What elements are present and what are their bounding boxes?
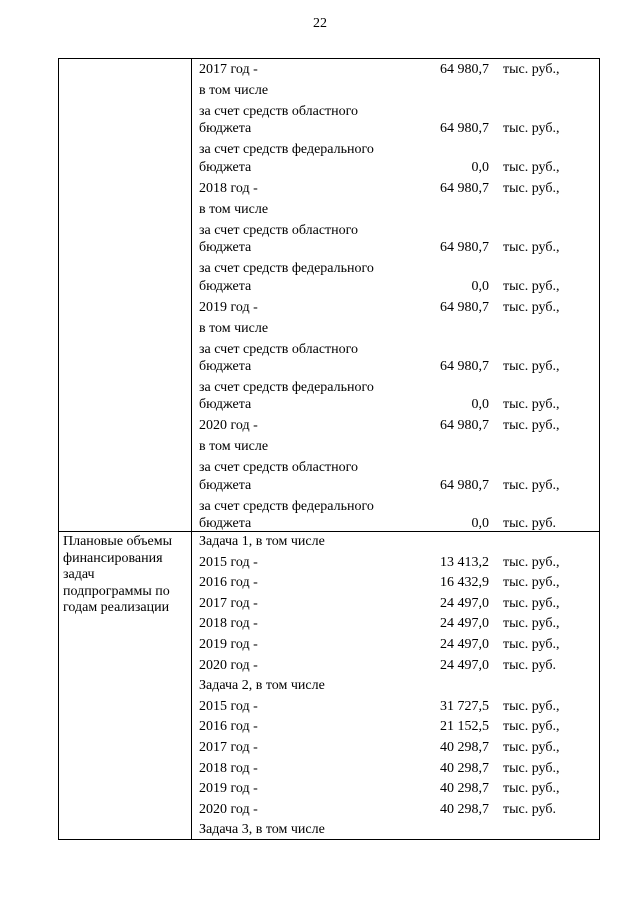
budget-line (199, 459, 597, 477)
budget-line (199, 554, 597, 572)
budget-line (199, 278, 597, 296)
column-divider (191, 59, 192, 839)
line-amount: 64 980,7 (440, 299, 489, 315)
budget-line (199, 396, 597, 414)
line-amount: 64 980,7 (440, 418, 489, 434)
line-amount: 64 980,7 (440, 359, 489, 374)
line-amount: 24 497,0 (440, 616, 489, 632)
line-amount: 40 298,7 (440, 760, 489, 776)
budget-line (199, 341, 597, 359)
budget-line (199, 718, 597, 736)
budget-line (199, 595, 597, 613)
budget-line (199, 574, 597, 592)
line-label: за счет средств федерального (199, 261, 374, 277)
budget-line (199, 417, 597, 435)
budget-line (199, 103, 597, 121)
budget-line (199, 222, 597, 240)
budget-line (199, 821, 597, 839)
line-amount: 40 298,7 (440, 781, 489, 797)
line-label: 2019 год - (199, 299, 258, 315)
line-label: 2020 год - (199, 418, 258, 434)
line-amount: 24 497,0 (440, 657, 489, 673)
line-unit: тыс. руб., (503, 299, 560, 315)
section-label-line: годам реализации (63, 600, 170, 615)
budget-line (199, 438, 597, 456)
line-amount: 24 497,0 (440, 595, 489, 611)
budget-line (199, 299, 597, 317)
budget-line (199, 180, 597, 198)
line-label: 2016 год - (199, 719, 258, 735)
line-unit: тыс. руб., (503, 159, 560, 175)
line-unit: тыс. руб., (503, 575, 560, 591)
line-label: бюджета (199, 477, 252, 493)
line-label: 2019 год - (199, 637, 258, 652)
line-unit: тыс. руб., (503, 278, 560, 294)
line-unit: тыс. руб., (503, 698, 560, 714)
line-amount: 64 980,7 (440, 121, 489, 137)
line-unit: тыс. руб. (503, 516, 556, 532)
budget-line (199, 498, 597, 516)
budget-line (199, 615, 597, 633)
line-unit: тыс. руб. (503, 801, 556, 817)
financing-table (58, 58, 600, 840)
line-unit: тыс. руб., (503, 397, 560, 413)
line-label: Задача 1, в том числе (199, 534, 325, 549)
line-label: 2018 год - (199, 616, 258, 632)
line-unit: тыс. руб., (503, 760, 560, 776)
line-amount: 40 298,7 (440, 801, 489, 817)
line-amount: 0,0 (471, 159, 489, 175)
line-label: бюджета (199, 240, 252, 256)
line-amount: 40 298,7 (440, 740, 489, 755)
line-label: бюджета (199, 278, 252, 294)
budget-line (199, 159, 597, 177)
budget-line (199, 260, 597, 278)
line-label: за счет средств областного (199, 460, 359, 476)
line-amount: 64 980,7 (440, 477, 489, 493)
section-label-line: финансирования (63, 550, 163, 566)
line-label: бюджета (199, 359, 252, 374)
budget-line (199, 120, 597, 138)
line-amount: 24 497,0 (440, 637, 489, 652)
line-unit: тыс. руб., (503, 719, 560, 735)
budget-line (199, 760, 597, 778)
line-label: бюджета (199, 121, 252, 137)
budget-line (199, 477, 597, 495)
section-label-line: Плановые объемы (63, 534, 173, 549)
budget-line (199, 201, 597, 219)
line-amount: 0,0 (471, 278, 489, 294)
line-unit: тыс. руб., (503, 637, 560, 652)
budget-line (199, 636, 597, 654)
line-label: 2017 год - (199, 595, 258, 611)
line-unit: тыс. руб., (503, 418, 560, 434)
line-label: 2016 год - (199, 575, 258, 591)
line-label: за счет средств областного (199, 222, 359, 238)
line-amount: 64 980,7 (440, 180, 489, 196)
line-label: бюджета (199, 159, 252, 175)
line-unit: тыс. руб., (503, 121, 560, 137)
line-unit: тыс. руб., (503, 62, 560, 77)
budget-line (199, 358, 597, 376)
budget-line (199, 61, 597, 79)
section-label-line: подпрограммы по (63, 583, 170, 599)
line-label: 2020 год - (199, 657, 258, 673)
line-unit: тыс. руб., (503, 359, 560, 374)
budget-line (199, 698, 597, 716)
line-label: 2017 год - (199, 740, 258, 755)
budget-line (199, 801, 597, 819)
line-label: 2017 год - (199, 62, 258, 77)
line-amount: 64 980,7 (440, 62, 489, 77)
budget-line (199, 239, 597, 257)
line-unit: тыс. руб., (503, 781, 560, 797)
line-unit: тыс. руб., (503, 477, 560, 493)
line-unit: тыс. руб., (503, 554, 560, 570)
budget-line (199, 657, 597, 675)
budget-line (199, 82, 597, 100)
line-label: 2019 год - (199, 781, 258, 797)
line-amount: 64 980,7 (440, 240, 489, 256)
line-unit: тыс. руб., (503, 180, 560, 196)
line-label: за счет средств федерального (199, 380, 374, 395)
line-unit: тыс. руб., (503, 740, 560, 755)
line-label: за счет средств федерального (199, 142, 374, 158)
budget-line (199, 515, 597, 533)
line-amount: 16 432,9 (440, 575, 489, 591)
budget-line (199, 533, 597, 551)
line-label: бюджета (199, 516, 252, 532)
line-unit: тыс. руб., (503, 240, 560, 256)
line-label: в том числе (199, 83, 269, 98)
section-label-line: задач (63, 567, 95, 582)
line-label: в том числе (199, 201, 269, 217)
page-number: 22 (313, 16, 327, 31)
line-label: 2015 год - (199, 698, 258, 714)
line-amount: 0,0 (471, 516, 489, 532)
budget-line (199, 739, 597, 757)
line-amount: 0,0 (471, 397, 489, 413)
line-amount: 21 152,5 (440, 719, 489, 735)
budget-line (199, 379, 597, 397)
line-label: Задача 2, в том числе (199, 678, 325, 694)
budget-line (199, 780, 597, 798)
line-label: в том числе (199, 320, 269, 336)
line-label: Задача 3, в том числе (199, 822, 325, 838)
line-label: 2015 год - (199, 554, 258, 570)
line-unit: тыс. руб., (503, 616, 560, 632)
line-label: 2018 год - (199, 760, 258, 776)
section-label-cell (63, 534, 189, 617)
line-label: за счет средств областного (199, 104, 359, 119)
line-label: за счет средств федерального (199, 498, 374, 514)
line-amount: 31 727,5 (440, 698, 489, 714)
line-label: за счет средств областного (199, 341, 359, 357)
line-label: 2018 год - (199, 180, 258, 196)
line-unit: тыс. руб. (503, 657, 556, 673)
line-label: 2020 год - (199, 801, 258, 817)
line-label: бюджета (199, 397, 252, 413)
budget-line (199, 320, 597, 338)
line-label: в том числе (199, 439, 269, 455)
budget-line (199, 141, 597, 159)
budget-line (199, 677, 597, 695)
line-amount: 13 413,2 (440, 554, 489, 570)
line-unit: тыс. руб., (503, 595, 560, 611)
